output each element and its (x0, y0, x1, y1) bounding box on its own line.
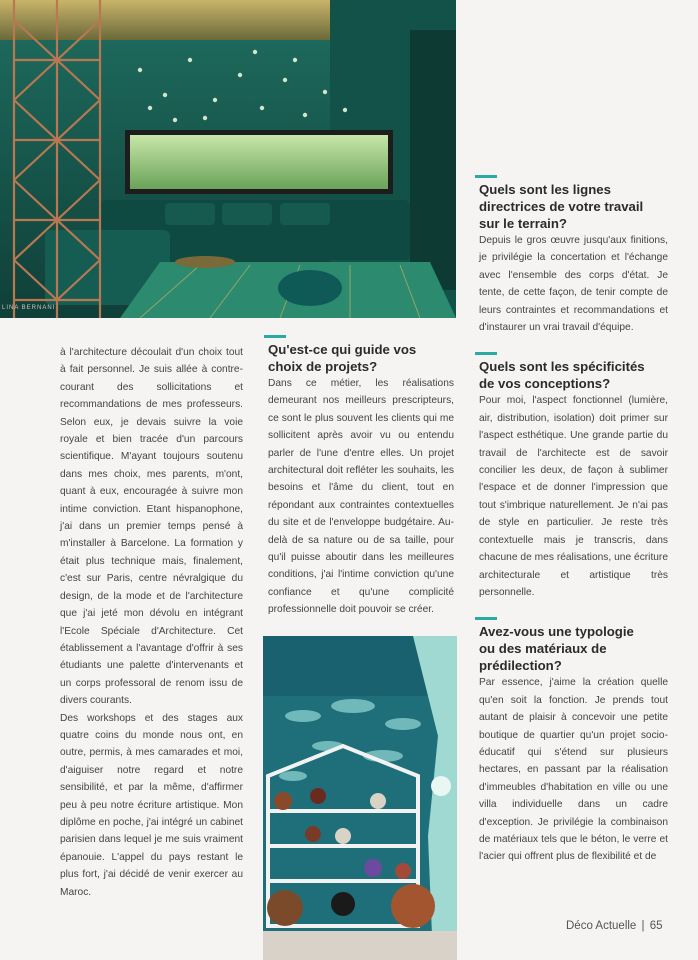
body-paragraph: Pour moi, l'aspect fonctionnel (lumière, air, distribution, isolation) doit primer sur l'aspect esthétique. Une grande partie du travail de l'architecte est de savoir concilier les deux, de façon à sublimer l'espace et de donner l'impression que tout s'imbrique naturellement. Je n'ai pas de style en particulier. Je reste très contextuelle mais je transcris, dans chacune de mes réalisations, une écriture architecturale et artistique très personnelle. (479, 395, 668, 598)
section-heading: Quels sont les lignes directrices de votre travail sur le terrain? (479, 181, 659, 232)
column-left (60, 344, 243, 901)
body-paragraph: à l'architecture découlait d'un choix tout à fait personnel. Je suis allée à contre-courant des sollicitations et recommandations de mes professeurs. Selon eux, je devais suivre la voie royale et bien tracée d'un parcours scientifique. M'ayant toujours soutenu dans mes choix, mes parents, m'ont, quant à eux, encouragée à suivre mon intime conviction. Etant hispanophone, j'ai dans un premier temps pensé à m'installer à Barcelone. La formation y était plus technique mais, finalement, c'est sur Paris, centre névralgique du design, de la mode et de l'architecture que j'ai jeté mon dévolu en intégrant l'Ecole Spéciale d'Architecture. Cet établissement a l'avantage d'offrir à ses étudiants une palette d'intervenants et un corps professoral de renom issu de divers courants. (60, 347, 243, 707)
body-paragraph: Des workshops et des stages aux quatre coins du monde nous ont, en outre, permis, à mes camarades et moi, d'aiguiser notre regard et notre sensibilité, et par la même, d'affirmer peu à peu notre écriture artistique. Mon diplôme en poche, j'ai intégré un cabinet parisien dans lequel je me suis vraiment épanouie. L'appel du pays restant le plus fort, j'ai décidé de venir exercer au Maroc. (60, 712, 243, 898)
kids-room-photo (263, 636, 457, 960)
section-heading: Qu'est-ce qui guide vos choix de projets? (268, 341, 438, 375)
column-right (479, 181, 668, 866)
body-paragraph: Dans ce métier, les réalisations demeurant nos meilleurs prescripteurs, ce sont le plus souvent les clients qui me sollicitent après avoir vu ou entendu parler de l'une d'entre elles. Un projet architectural doit refléter les souhaits, les besoins et l'âme du client, tout en répondant aux contraintes contextuelles du site et de l'enveloppe budgétaire. Au-delà de sa nature ou de sa taille, pour qu'il puisse aboutir dans les meilleures conditions, j'ai l'intime conviction qu'une confiance et qu'une complicité professionnelle doit pouvoir se créer. (268, 378, 454, 616)
magazine-name: Déco Actuelle (566, 920, 637, 932)
body-paragraph: Par essence, j'aime la création quelle qu'en soit la fonction. Je prends tout autant de plaisir à concevoir une petite boutique de quartier qu'un projet socio-éducatif qui s'étend sur plusieurs hectares, en passant par la réalisation d'immeubles d'habitation en ville ou une villa individuelle dans un cadre d'exception. Je privilégie la combinaison de matériaux tels que le béton, le verre et l'acier qui offrent plus de flexibilité et de (479, 677, 668, 863)
lounge-photo (0, 0, 456, 318)
photo-credit: LINA BERNANI (2, 305, 56, 311)
section-heading: Quels sont les spécificités de vos conceptions? (479, 358, 649, 392)
body-paragraph: Depuis le gros œuvre jusqu'aux finitions, je privilégie la concertation et l'échange avec l'ensemble des corps d'état. Je tente, de cette façon, de tenir compte de leurs contraintes et recommandations et d'instaurer un vrai travail d'équipe. (479, 235, 668, 334)
page-number: 65 (649, 920, 663, 932)
column-middle (268, 341, 454, 619)
page-footer (566, 920, 663, 932)
footer-separator: | (641, 920, 645, 932)
section-heading: Avez-vous une typologie ou des matériaux de prédilection? (479, 623, 639, 674)
